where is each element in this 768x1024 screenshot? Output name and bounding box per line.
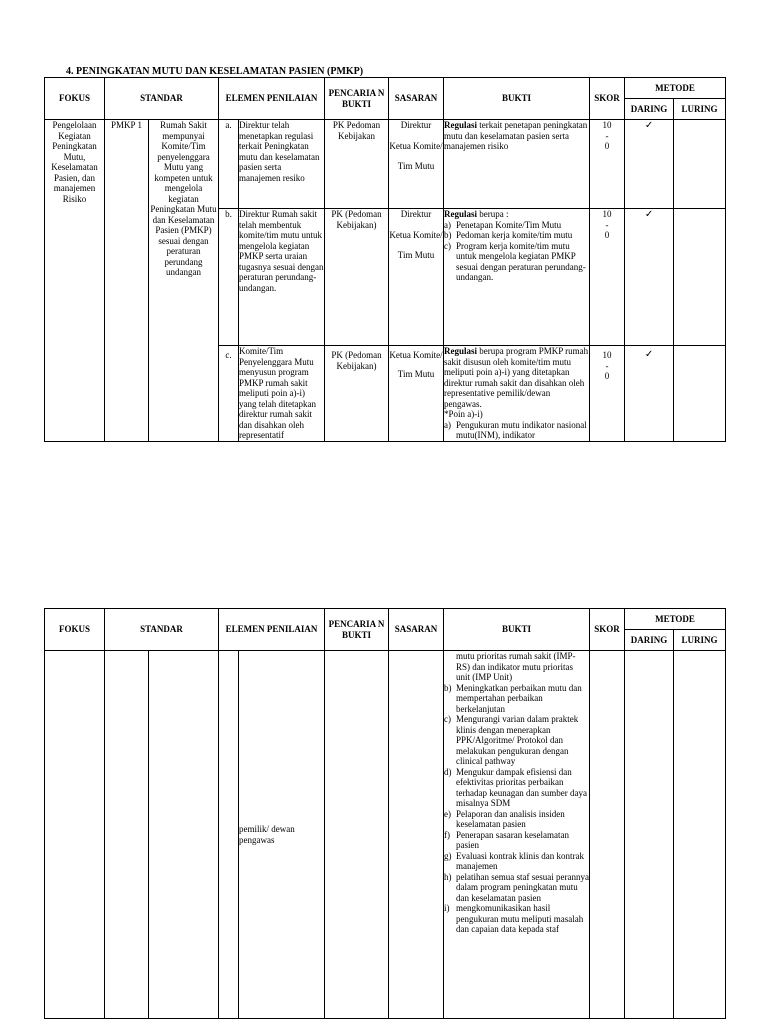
- sasaran: [389, 120, 444, 209]
- elemen-penilaian: Direktur Rumah sakit telah membentuk komite/tim mutu untuk mengelola kegiatan PMKP serta uraian tugasnya sesuai dengan peraturan perundang-undangan.: [239, 209, 325, 346]
- sasaran-line: Tim Mutu: [397, 161, 435, 172]
- standar-text: Rumah Sakit mempunyai Komite/Tim penyelenggara Mutu yang kompeten untuk mengelola kegiatan Peningkatan Mutu dan Keselamatan Pasien (PMKP) sesuai dengan peraturan perundang undangan: [149, 120, 219, 442]
- pencarian-bukti: PK (Pedoman Kebijakan): [325, 346, 389, 442]
- list-text: Pedoman kerja komite/tim mutu: [456, 230, 573, 241]
- header-fokus: FOKUS: [45, 609, 105, 651]
- header-fokus: FOKUS: [45, 78, 105, 120]
- sasaran: [389, 651, 444, 1019]
- bukti-text: terkait penetapan peningkatan mutu dan keselamatan pasien serta manajemen risiko: [444, 120, 588, 152]
- bukti: [444, 120, 590, 209]
- pencarian-bukti: [325, 651, 389, 1019]
- sasaran-line: Direktur: [400, 209, 432, 219]
- list-item: [444, 220, 589, 231]
- skor-max: 10: [602, 350, 612, 360]
- header-metode: METODE: [625, 78, 726, 99]
- list-item: [444, 767, 589, 809]
- fokus-cell: Pengelolaan Kegiatan Peningkatan Mutu, Keselamatan Pasien, dan manajemen Risiko: [45, 120, 105, 442]
- list-item: [444, 420, 589, 441]
- row-letter: a.: [219, 120, 239, 209]
- elemen-penilaian: Komite/Tim Penyelenggara Mutu menyusun program PMKP rumah sakit meliputi poin a)-i) yang telah ditetapkan direktur rumah sakit dan disahkan oleh representatif: [239, 346, 325, 442]
- header-elemen-penilaian: ELEMEN PENILAIAN: [219, 609, 325, 651]
- list-marker: f): [444, 829, 451, 840]
- pmkp-table-2: [44, 608, 726, 1019]
- header-skor: SKOR: [590, 609, 625, 651]
- daring-cell: [625, 651, 674, 1019]
- list-marker: b): [444, 682, 452, 693]
- elemen-penilaian: Direktur telah menetapkan regulasi terkait Peningkatan mutu dan keselamatan pasien serta manajemen resiko: [239, 120, 325, 209]
- list-marker: h): [444, 871, 452, 882]
- sasaran-line: Direktur: [400, 120, 432, 130]
- list-marker: i): [444, 903, 450, 914]
- luring-cell: [674, 120, 726, 209]
- bukti: [444, 651, 590, 1019]
- luring-cell: [674, 346, 726, 442]
- list-item: [444, 851, 589, 872]
- skor-max: 10: [602, 120, 612, 130]
- list-item: [444, 903, 589, 935]
- list-text: Evaluasi kontrak klinis dan kontrak manajemen: [456, 850, 584, 872]
- skor-sep: -: [605, 130, 609, 141]
- header-luring: LURING: [674, 630, 726, 651]
- sasaran: [389, 346, 444, 442]
- header-elemen-penilaian: ELEMEN PENILAIAN: [219, 78, 325, 120]
- list-marker: a): [444, 219, 452, 230]
- sasaran-line: Tim Mutu: [397, 250, 435, 261]
- skor: [590, 209, 625, 346]
- standar-text: [149, 651, 219, 1019]
- sasaran-line: Ketua Komite/: [389, 140, 443, 151]
- elemen-penilaian: pemilik/ dewan pengawas: [239, 651, 325, 1019]
- sasaran: [389, 209, 444, 346]
- list-marker: c): [444, 714, 452, 725]
- list-text: Program kerja komite/tim mutu untuk mengelola kegiatan PMKP sesuai dengan peraturan perundang-undangan.: [456, 240, 586, 283]
- sasaran-line: Ketua Komite/: [389, 350, 443, 360]
- daring-check-icon: ✓: [625, 209, 674, 346]
- header-standar: STANDAR: [105, 609, 219, 651]
- list-marker: g): [444, 850, 452, 861]
- list-marker: e): [444, 808, 452, 819]
- skor-sep: -: [605, 360, 609, 371]
- list-text: pelatihan semua staf sesuai perannya dalam program peningkatan mutu dan keselamatan pasien: [456, 871, 589, 903]
- sasaran-line: Ketua Komite/: [389, 229, 443, 240]
- bukti-keyword: Regulasi: [444, 346, 478, 356]
- row-letter: [219, 651, 239, 1019]
- bukti-list: [444, 420, 589, 441]
- table-row: [45, 651, 726, 1019]
- daring-check-icon: ✓: [625, 120, 674, 209]
- skor-max: 10: [602, 209, 612, 219]
- header-standar: STANDAR: [105, 78, 219, 120]
- pencarian-bukti: PK Pedoman Kebijakan: [325, 120, 389, 209]
- header-daring: DARING: [625, 630, 674, 651]
- page-title: 4. PENINGKATAN MUTU DAN KESELAMATAN PASIEN (PMKP): [66, 66, 364, 77]
- list-marker: a): [444, 419, 452, 430]
- fokus-cell: [45, 651, 105, 1019]
- table-row: [45, 120, 726, 209]
- list-item: [444, 230, 589, 241]
- list-text: Mengurangi varian dalam praktek klinis dengan menerapkan PPK/Algoritme/ Protokol dan melakukan pengukuran dengan clinical pathway: [456, 714, 579, 767]
- bukti-list: [444, 683, 589, 935]
- list-item: [444, 714, 589, 767]
- bukti-keyword: Regulasi: [444, 120, 478, 130]
- bukti: [444, 346, 590, 442]
- bukti: [444, 209, 590, 346]
- list-item: [444, 830, 589, 851]
- skor-sep: -: [605, 219, 609, 230]
- skor-min: 0: [604, 230, 610, 241]
- header-bukti: BUKTI: [444, 78, 590, 120]
- pencarian-bukti: PK (Pedoman Kebijakan): [325, 209, 389, 346]
- skor-min: 0: [604, 141, 610, 152]
- bukti-keyword: Regulasi: [444, 209, 478, 219]
- header-luring: LURING: [674, 99, 726, 120]
- row-letter: b.: [219, 209, 239, 346]
- header-daring: DARING: [625, 99, 674, 120]
- bukti-continuation: mutu prioritas rumah sakit (IMP-RS) dan indikator mutu prioritas unit (IMP Unit): [456, 651, 576, 683]
- skor: [590, 120, 625, 209]
- list-marker: b): [444, 230, 452, 241]
- bukti-list: [444, 220, 589, 283]
- row-letter: c.: [219, 346, 239, 442]
- list-item: [444, 241, 589, 283]
- header-sasaran: SASARAN: [389, 78, 444, 120]
- list-text: Penerapan sasaran keselamatan pasien: [456, 829, 569, 851]
- header-pencarian-bukti: PENCARIA N BUKTI: [325, 78, 389, 120]
- header-bukti: BUKTI: [444, 609, 590, 651]
- skor: [590, 651, 625, 1019]
- list-text: Mengukur dampak efisiensi dan efektivitas prioritas perbaikan terhadap keunagan dan sumber daya misalnya SDM: [456, 766, 587, 809]
- list-item: [444, 809, 589, 830]
- list-item: [444, 872, 589, 904]
- header-sasaran: SASARAN: [389, 609, 444, 651]
- bukti-text: berupa program PMKP rumah sakit disusun oleh komite/tim mutu meliputi poin a)-i) yang ditetapkan direktur rumah sakit dan disahkan oleh representative pemilik/dewan pengawas.: [444, 346, 589, 409]
- sasaran-line: Tim Mutu: [397, 368, 435, 379]
- daring-check-icon: ✓: [625, 346, 674, 442]
- skor-min: 0: [604, 371, 610, 382]
- skor: [590, 346, 625, 442]
- pmkp-table-1: [44, 77, 726, 442]
- bukti-text: berupa :: [477, 209, 509, 219]
- standar-code: [105, 651, 149, 1019]
- list-text: Pengukuran mutu indikator nasional mutu(INM), indikator: [456, 419, 587, 441]
- list-item: [444, 683, 589, 715]
- list-text: Pelaporan dan analisis insiden keselamatan pasien: [456, 808, 565, 830]
- luring-cell: [674, 651, 726, 1019]
- header-metode: METODE: [625, 609, 726, 630]
- header-pencarian-bukti: PENCARIA N BUKTI: [325, 609, 389, 651]
- standar-code: PMKP 1: [105, 120, 149, 442]
- list-marker: c): [444, 240, 452, 251]
- bukti-note: *Poin a)-i): [444, 409, 483, 420]
- list-text: Meningkatkan perbaikan mutu dan mempertahan perbaikan berkelanjutan: [456, 682, 582, 714]
- list-text: Penetapan Komite/Tim Mutu: [456, 219, 562, 230]
- list-marker: d): [444, 766, 452, 777]
- header-skor: SKOR: [590, 78, 625, 120]
- list-text: mengkomunikasikan hasil pengukuran mutu meliputi masalah dan capaian data kepada staf: [456, 903, 584, 935]
- luring-cell: [674, 209, 726, 346]
